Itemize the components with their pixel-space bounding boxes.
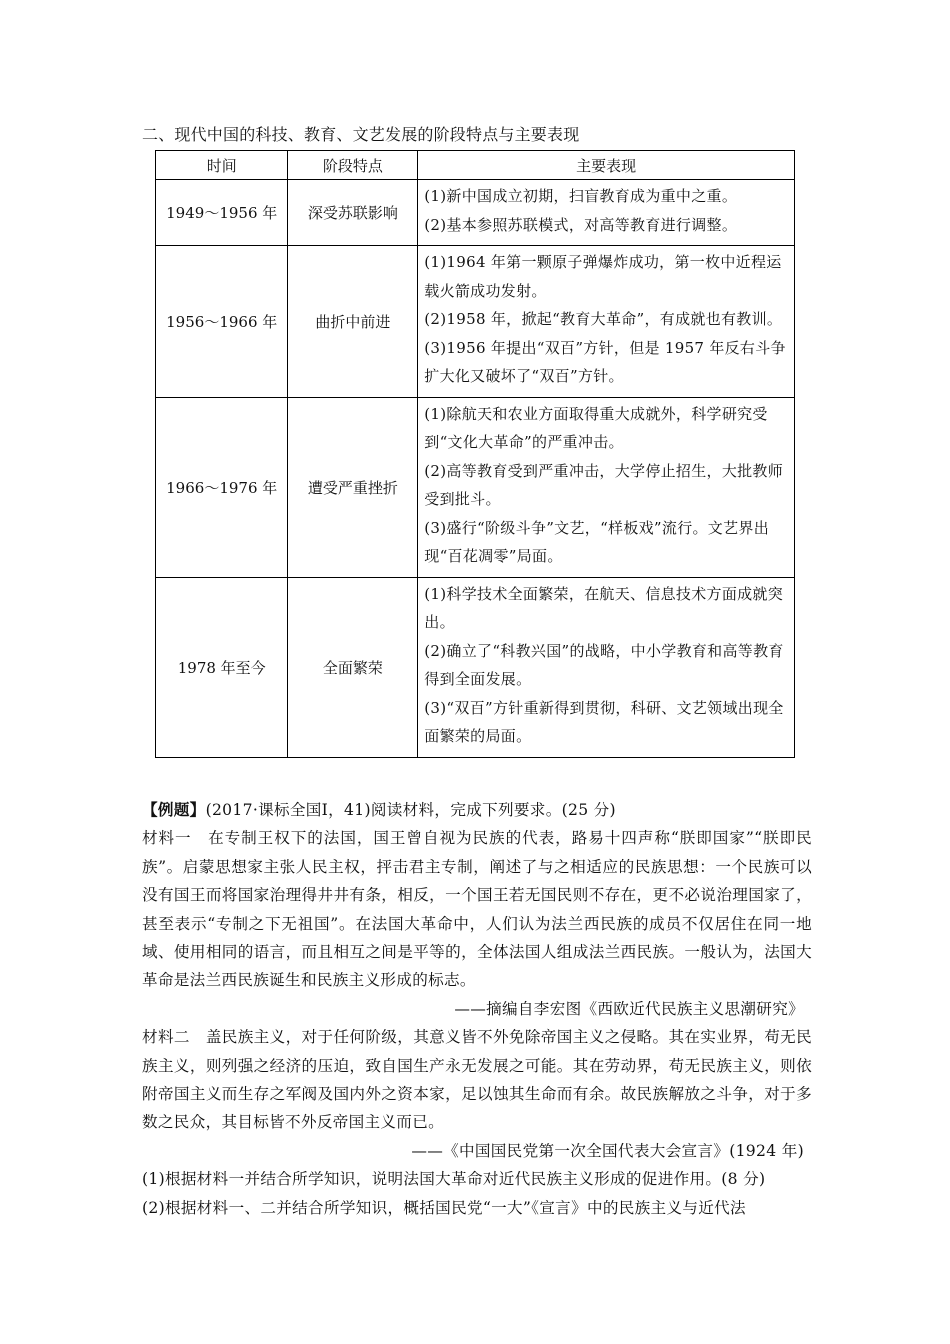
header-main: 主要表现 [418,151,795,180]
list-item: (2)确立了“科教兴国”的战略，中小学教育和高等教育得到全面发展。 [424,641,784,688]
cell-main [418,397,795,577]
list-item: (2)基本参照苏联模式，对高等教育进行调整。 [424,215,738,234]
cell-main [418,180,795,246]
table-row [156,180,795,246]
material-two: 材料二 盖民族主义，对于任何阶级，其意义皆不外免除帝国主义之侵略。其在实业界，苟无民族主义，则列强之经济的压迫，致自国生产永无发展之可能。其在劳动界，苟无民族主义，则依附帝国主义而生存之军阀及国内外之资本家，足以蚀其生命而有余。故民族解放之斗争，对于多数之民众，其目标皆不外反帝国主义而已。 [142,1028,812,1132]
material-two-source: ——《中国国民党第一次全国代表大会宣言》(1924 年) [411,1141,804,1160]
cell-time: 1966～1976 年 [156,397,288,577]
header-feature: 阶段特点 [288,151,418,180]
cell-time: 1978 年至今 [156,577,288,757]
cell-main [418,246,795,398]
section-title: 二、现代中国的科技、教育、文艺发展的阶段特点与主要表现 [142,125,580,144]
list-item: (3)盛行“阶级斗争”文艺，“样板戏”流行。文艺界出现“百花凋零”局面。 [424,518,770,565]
development-stages-table [155,150,795,758]
table-row [156,397,795,577]
cell-feature: 曲折中前进 [288,246,418,398]
list-item: (3)“双百”方针重新得到贯彻，科研、文艺领域出现全面繁荣的局面。 [424,698,784,745]
question-one: (1)根据材料一并结合所学知识，说明法国大革命对近代民族主义形成的促进作用。(8 分) [142,1170,766,1189]
list-item: (1)1964 年第一颗原子弹爆炸成功，第一枚中近程运载火箭成功发射。 [424,253,782,300]
list-item: (1)新中国成立初期，扫盲教育成为重中之重。 [424,187,738,205]
example-intro: (2017·课标全国Ⅰ，41)阅读材料，完成下列要求。(25 分) [205,801,616,819]
cell-time: 1956～1966 年 [156,246,288,398]
list-item: (3)1956 年提出“双百”方针，但是 1957 年反右斗争扩大化又破坏了“双百”方针。 [424,338,786,385]
question-two: (2)根据材料一、二并结合所学知识，概括国民党“一大”《宣言》中的民族主义与近代法 [142,1198,746,1217]
table-row [156,246,795,398]
cell-feature: 深受苏联影响 [288,180,418,246]
table-row [156,577,795,757]
list-item: (2)高等教育受到严重冲击，大学停止招生，大批教师受到批斗。 [424,461,784,508]
header-time: 时间 [156,151,288,180]
material-one: 材料一 在专制王权下的法国，国王曾自视为民族的代表，路易十四声称“朕即国家”“朕即民族”。启蒙思想家主张人民主权，抨击君主专制，阐述了与之相适应的民族思想：一个民族可以没有国王而将国家治理得井井有条，相反，一个国王若无国民则不存在，更不必说治理国家了，甚至表示“专制之下无祖国”。在法国大革命中，人们认为法兰西民族的成员不仅居住在同一地域、使用相同的语言，而且相互之间是平等的，全体法国人组成法兰西民族。一般认为，法国大革命是法兰西民族诞生和民族主义形成的标志。 [142,829,812,990]
cell-feature: 全面繁荣 [288,577,418,757]
material-one-source: ——摘编自李宏图《西欧近代民族主义思潮研究》 [454,999,804,1018]
list-item: (1)科学技术全面繁荣，在航天、信息技术方面成就突出。 [424,584,784,631]
example-question [142,796,812,1222]
table-header-row [156,151,795,180]
example-heading [142,796,812,824]
cell-time: 1949～1956 年 [156,180,288,246]
list-item: (2)1958 年，掀起“教育大革命”，有成就也有教训。 [424,310,783,328]
cell-main [418,577,795,757]
example-label: 【例题】 [142,800,206,819]
list-item: (1)除航天和农业方面取得重大成就外，科学研究受到“文化大革命”的严重冲击。 [424,404,768,451]
cell-feature: 遭受严重挫折 [288,397,418,577]
